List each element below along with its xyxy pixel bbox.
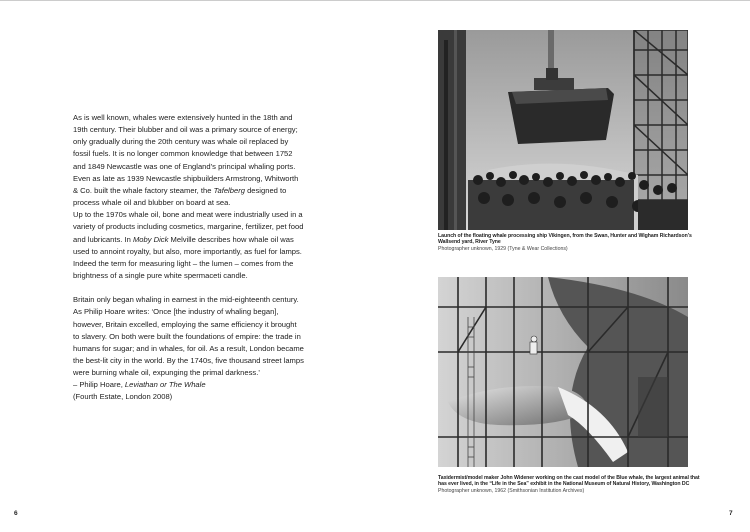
book-title-moby-dick: Moby Dick <box>132 234 169 244</box>
page-top-edge <box>0 0 750 1</box>
caption-credit: Photographer unknown, 1929 (Tyne & Wear Collections) <box>438 245 568 252</box>
paragraph-gap <box>73 282 305 294</box>
quote-attribution: – Philip Hoare, Leviathan or The Whale <box>73 380 206 390</box>
ship-name-tafelberg: Tafelberg <box>213 185 245 195</box>
caption-ship-launch <box>438 233 708 252</box>
body-text <box>73 112 305 404</box>
page-number-left: 6 <box>14 510 18 517</box>
caption-title: Launch of the floating whale processing ship Vikingen, from the Swan, Hunter and Wigham Richardson’s Wallsend yard, River Tyne <box>438 233 692 246</box>
book-title-leviathan: Leviathan or The Whale <box>124 380 206 390</box>
photo-whale-model <box>438 277 688 467</box>
caption-credit: Photographer unknown, 1962 (Smithsonian Institution Archives) <box>438 487 585 494</box>
paragraph-whale-products: Up to the 1970s whale oil, bone and meat were industrially used in a variety of products including cosmetics, margarine, fertilizer, pet food and lubricants. In Moby Dick Melville describes how whale oil was used to annoint royalty, but also, more importantly, as fuel for lamps. Indeed the term for measuring light – the lumen – comes from the brightness of a single pure white spermaceti candle. <box>73 210 304 281</box>
caption-title: Taxidermist/model maker John Widener working on the cast model of the Blue whale, the largest animal that has ever lived, in the “Life in the Sea” exhibit in the National Museum of Natural History, Washington DC <box>438 475 700 488</box>
publisher-line: (Fourth Estate, London 2008) <box>73 392 173 402</box>
paragraph-whaling-history: As is well known, whales were extensively hunted in the 18th and 19th century. Their blubber and oil was a primary source of energy; only gradually during the 20th century was whale oil replaced by fossil fuels. It is no longer common knowledge that between 1752 and 1849 Newcastle was one of England’s principal whaling ports. Even as late as 1939 Newcastle shipbuilders Armstrong, Whitworth & Co. built the whale factory steamer, the Tafelberg designed to process whale oil and blubber on board at sea. <box>73 113 299 208</box>
page-number-right: 7 <box>729 510 733 517</box>
paragraph-hoare-quote: Britain only began whaling in earnest in the mid-eighteenth century. As Philip Hoare writes: ‘Once [the industry of whaling began], however, Britain excelled, employing the same efficiency it brought to slavery. On both were built the foundations of empire: the trade in humans for sugar; and in whales, for oil. As a result, London became the best-lit city in the world. By the 1740s, five thousand street lamps were burning whale oil, expunging the primal darkness.’ <box>73 295 304 378</box>
photo-ship-launch <box>438 30 688 230</box>
caption-whale-model <box>438 475 708 494</box>
